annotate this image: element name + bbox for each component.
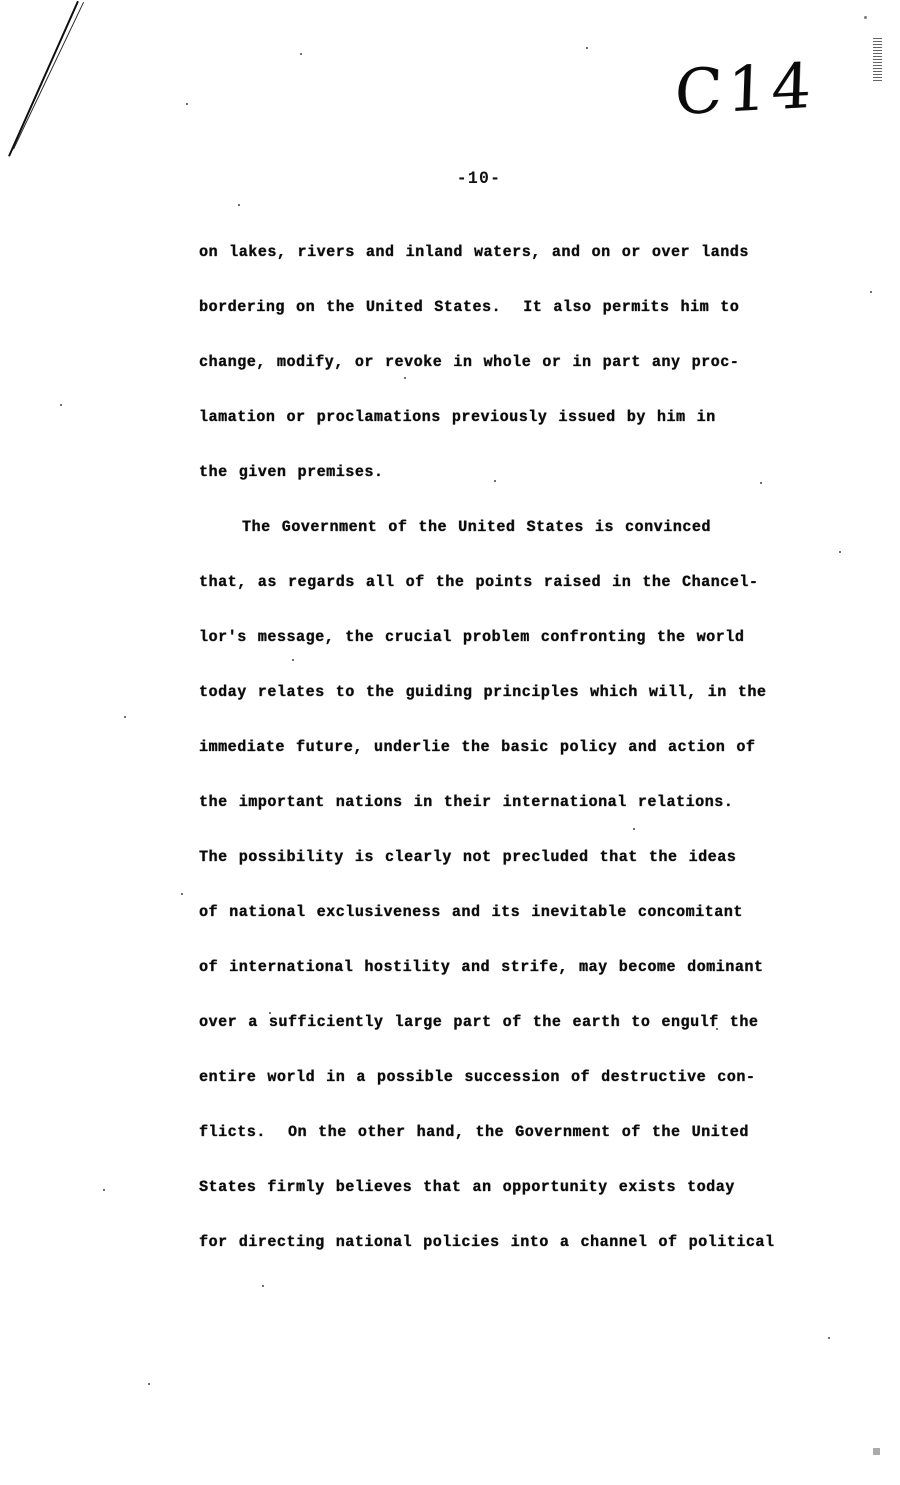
dust-speck [300, 53, 302, 55]
dust-speck [262, 1285, 264, 1287]
text-line: bordering on the United States. It also permits him to [199, 298, 740, 317]
right-edge-smudge-artifact [873, 38, 882, 82]
dust-speck [60, 404, 62, 406]
text-line: the given premises. [199, 463, 384, 482]
text-line: lor's message, the crucial problem confronting the world [199, 628, 745, 647]
dust-speck [870, 291, 872, 293]
paragraph-government-conviction [199, 500, 839, 1270]
text-line: for directing national policies into a channel of political [199, 1233, 775, 1252]
text-line: that, as regards all of the points raised in the Chancel- [199, 573, 759, 592]
dust-speck [828, 1337, 830, 1339]
text-line: the important nations in their international relations. [199, 793, 734, 812]
bottom-right-corner-mark-artifact [873, 1448, 880, 1460]
text-line: today relates to the guiding principles which will, in the [199, 683, 767, 702]
dust-speck [839, 551, 841, 553]
text-line: The Government of the United States is convinced [242, 518, 711, 537]
text-line: change, modify, or revoke in whole or in part any proc- [199, 353, 740, 372]
scan-streak-artifact [8, 1, 79, 157]
typed-text-block [199, 168, 839, 1270]
text-line: of international hostility and strife, may become dominant [199, 958, 764, 977]
text-line: on lakes, rivers and inland waters, and on or over lands [199, 243, 749, 262]
text-line: States firmly believes that an opportunity exists today [199, 1178, 735, 1197]
dust-speck [124, 716, 126, 718]
dust-speck [148, 1383, 150, 1385]
text-line: entire world in a possible succession of destructive con- [199, 1068, 756, 1087]
page-number: -10- [456, 168, 502, 189]
text-line: over a sufficiently large part of the earth to engulf the [199, 1013, 759, 1032]
text-line: immediate future, underlie the basic policy and action of [199, 738, 756, 757]
dust-speck [586, 47, 588, 49]
dust-speck [181, 893, 183, 895]
right-edge-dot-artifact [864, 16, 867, 19]
paragraph-continued [199, 225, 839, 500]
text-line: of national exclusiveness and its inevitable concomitant [199, 903, 743, 922]
text-line: The possibility is clearly not precluded that the ideas [199, 848, 737, 867]
handwritten-reference-mark: C14 [673, 48, 818, 130]
text-line: lamation or proclamations previously issued by him in [199, 408, 716, 427]
scan-streak-artifact-secondary [13, 2, 84, 150]
dust-speck [103, 1189, 105, 1191]
dust-speck [186, 103, 188, 105]
text-line: flicts. On the other hand, the Government of the United [199, 1123, 749, 1142]
